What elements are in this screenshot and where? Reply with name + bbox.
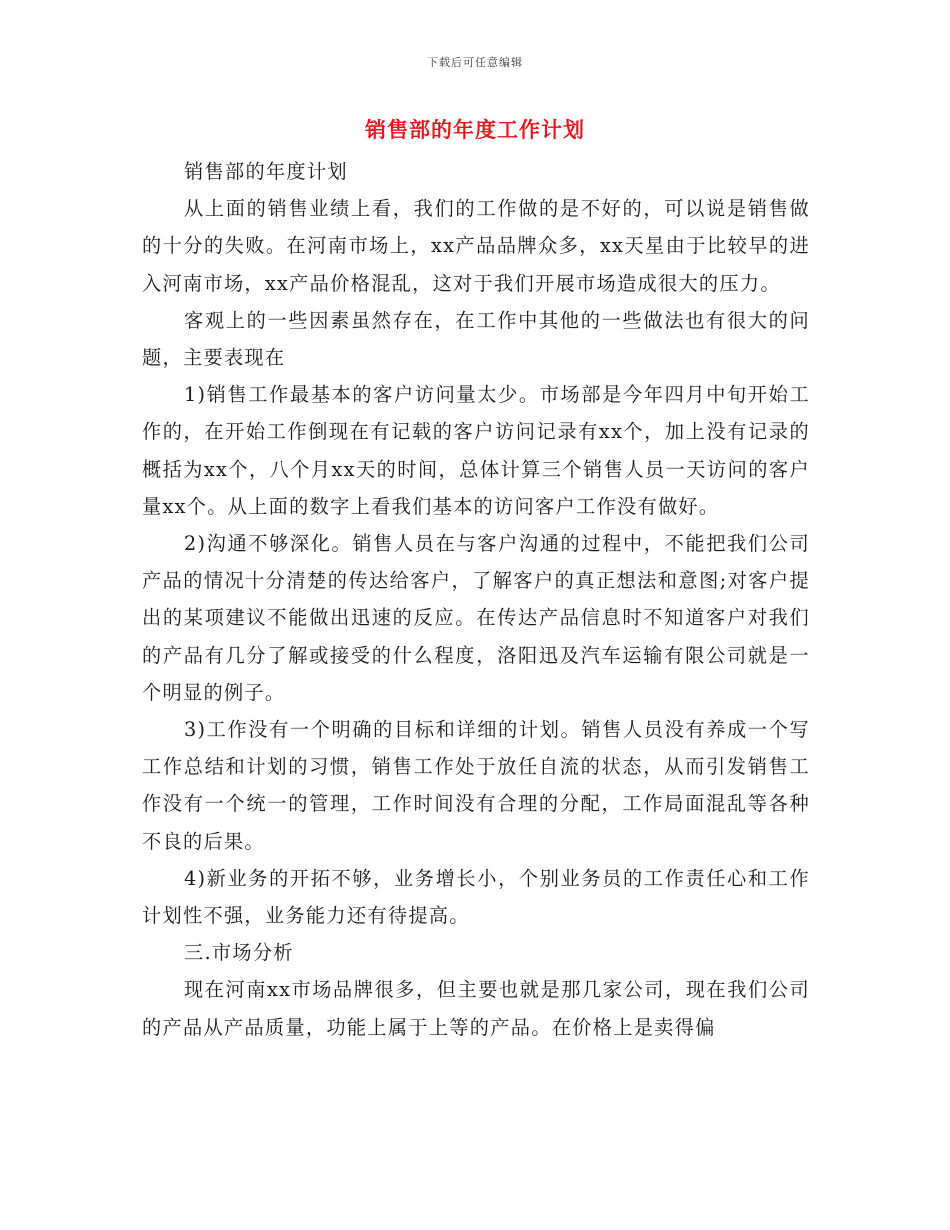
paragraph-problems-intro: 客观上的一些因素虽然存在，在工作中其他的一些做法也有很大的问题，主要表现在 [142,308,810,370]
paragraph-problem-4: 4)新业务的开拓不够，业务增长小，个别业务员的工作责任心和工作计划性不强，业务能力还有待提高。 [142,866,810,928]
paragraph-subtitle: 销售部的年度计划 [184,160,348,183]
paragraph-market-analysis: 现在河南xx市场品牌很多，但主要也就是那几家公司，现在我们公司的产品从产品质量，功能上属于上等的产品。在价格上是卖得偏 [142,978,810,1039]
section-heading-market-analysis: 三.市场分析 [184,941,294,965]
document-title: 销售部的年度工作计划 [365,118,585,142]
paragraph-problem-1: 1)销售工作最基本的客户访问量太少。市场部是今年四月中旬开始工作的，在开始工作倒现在有记载的客户访问记录有xx个，加上没有记录的概括为xx个，八个月xx天的时间，总体计算三个销售人员一天访问的客户量xx个。从上面的数字上看我们基本的访问客户工作没有做好。 [142,383,810,518]
document-body [142,153,810,1046]
paragraph-sales-performance: 从上面的销售业绩上看，我们的工作做的是不好的，可以说是销售做的十分的失败。在河南市场上，xx产品品牌众多，xx天星由于比较早的进入河南市场，xx产品价格混乱，这对于我们开展市场造成很大的压力。 [142,197,810,295]
header-note: 下载后可任意编辑 [427,56,523,69]
paragraph-problem-3: 3)工作没有一个明确的目标和详细的计划。销售人员没有养成一个写工作总结和计划的习惯，销售工作处于放任自流的状态，从而引发销售工作没有一个统一的管理，工作时间没有合理的分配，工作局面混乱等各种不良的后果。 [142,718,810,853]
paragraph-problem-2: 2)沟通不够深化。销售人员在与客户沟通的过程中，不能把我们公司产品的情况十分清楚的传达给客户，了解客户的真正想法和意图;对客户提出的某项建议不能做出迅速的反应。在传达产品信息时不知道客户对我们的产品有几分了解或接受的什么程度，洛阳迅及汽车运输有限公司就是一个明显的例子。 [142,532,810,704]
